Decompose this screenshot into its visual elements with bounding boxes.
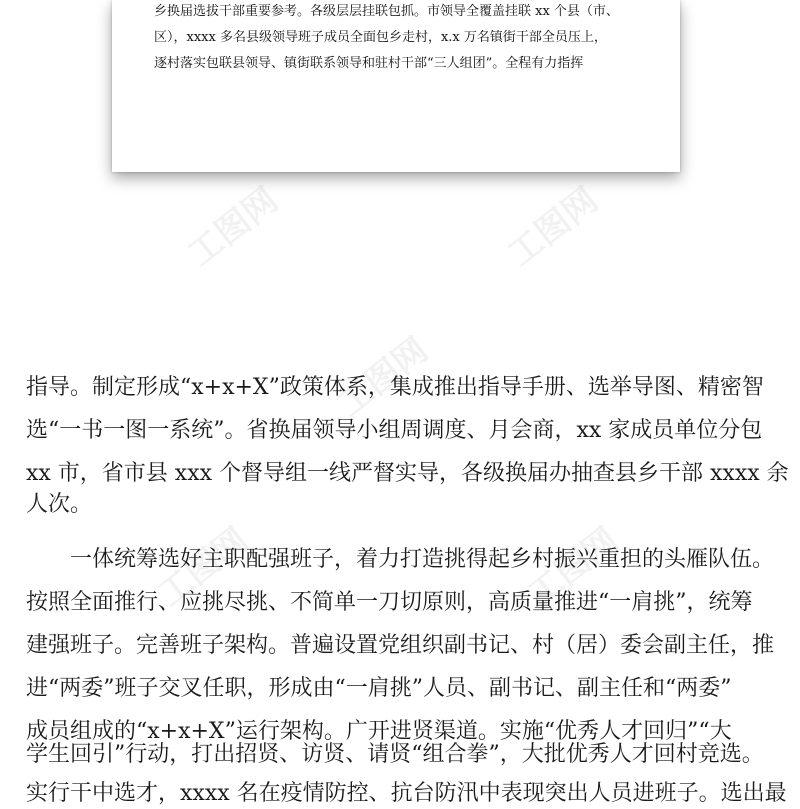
watermark: 工图网 — [330, 330, 436, 425]
text-line: xx 市，省市县 xxx 个督导组一线严督实导，各级换届办抽查县乡干部 xxxx 余 — [26, 461, 789, 486]
text-line: 选“一书一图一系统”。省换届领导小组周调度、月会商，xx 家成员单位分包 — [26, 418, 763, 443]
text-line: 进“两委”班子交叉任职，形成由“一肩挑”人员、副书记、副主任和“两委” — [26, 676, 732, 701]
watermark: 工图网 — [180, 180, 286, 275]
text-line: 一体统筹选好主职配强班子，着力打造挑得起乡村振兴重担的头雁队伍。 — [70, 547, 775, 572]
text-line: 建强班子。完善班子架构。普遍设置党组织副书记、村（居）委会副主任，推 — [26, 633, 775, 658]
text-line: 实行干中选才，xxxx 名在疫情防控、抗台防汛中表现突出人员进班子。选出最 — [26, 781, 787, 806]
page-card — [112, 0, 680, 172]
watermark: 工图网 — [150, 520, 256, 615]
text-line: 成员组成的“x+x+X”运行架构。广开进贤渠道。实施“优秀人才回归”“大 — [26, 719, 732, 744]
card-text-line: 逐村落实包联县领导、镇街联系领导和驻村干部“三人组团”。全程有力指挥 — [154, 56, 584, 71]
text-line: 按照全面推行、应挑尽挑、不简单一刀切原则，高质量推进“一肩挑”，统筹 — [26, 590, 753, 615]
watermark: 工图网 — [500, 180, 606, 275]
card-text-line: 乡换届选拔干部重要参考。各级层层挂联包抓。市领导全覆盖挂联 xx 个县（市、 — [154, 4, 619, 19]
card-text-line: 区），xxxx 多名县级领导班子成员全面包乡走村，x.x 万名镇街干部全员压上， — [154, 30, 607, 45]
text-line: 人次。 — [26, 492, 93, 517]
text-line: 指导。制定形成“x+x+X”政策体系，集成推出指导手册、选举导图、精密智 — [26, 375, 764, 400]
text-line: 学生回引”行动，打出招贤、访贤、请贤“组合拳”，大批优秀人才回村竞选。 — [26, 742, 764, 767]
watermark: 工图网 — [520, 520, 626, 615]
